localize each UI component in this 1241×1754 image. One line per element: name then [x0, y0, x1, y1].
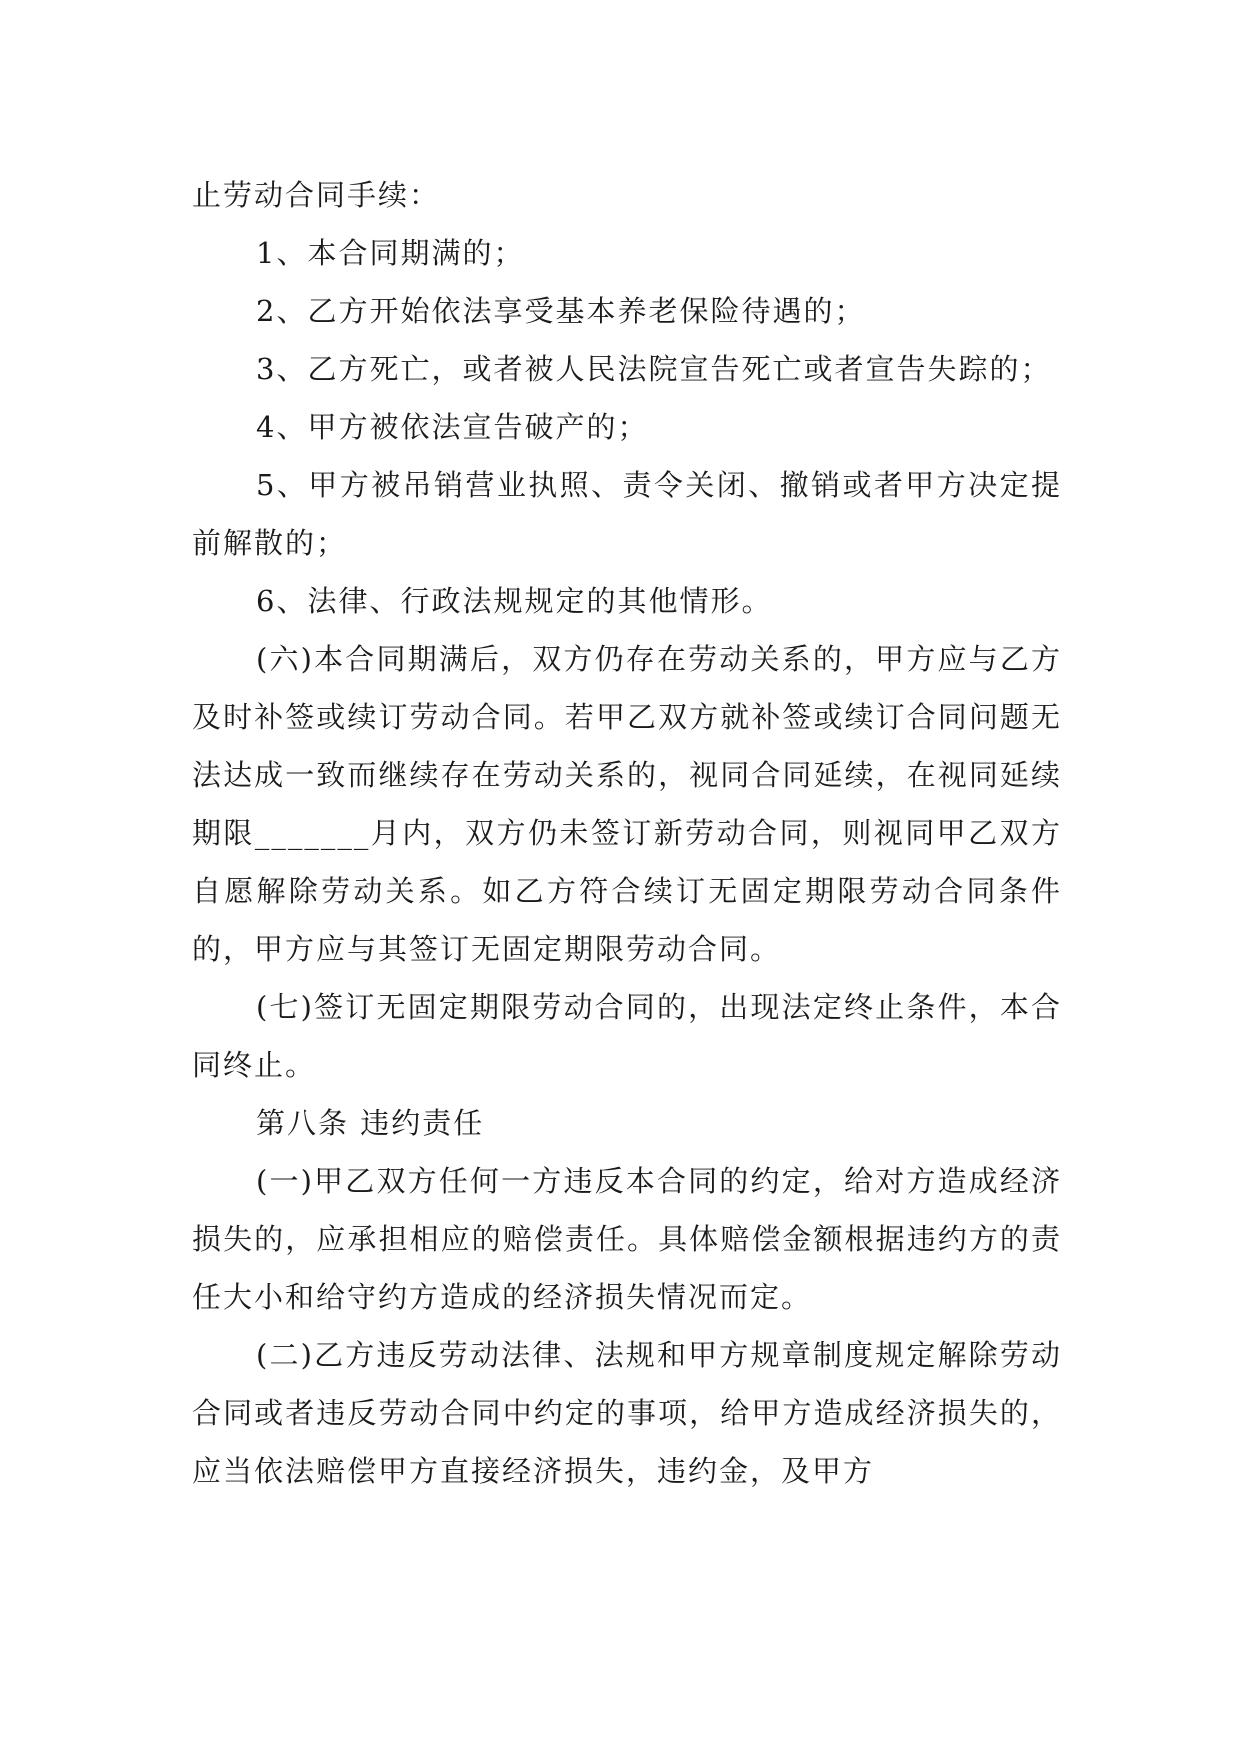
document-body [192, 166, 1062, 1500]
paragraph-termination-procedure: 止劳动合同手续： [192, 178, 441, 212]
clause-7-open-ended-contract: (七)签订无固定期限劳动合同的，出现法定终止条件，本合同终止。 [192, 990, 1062, 1082]
list-item-1: 1、本合同期满的； [256, 236, 525, 270]
list-item-4: 4、甲方被依法宣告破产的； [256, 410, 649, 444]
list-item-6: 6、法律、行政法规规定的其他情形。 [256, 584, 773, 618]
clause-6-contract-expiry: (六)本合同期满后，双方仍存在劳动关系的，甲方应与乙方及时补签或续订劳动合同。若甲乙双方就补签或续订合同问题无法达成一致而继续存在劳动关系的，视同合同延续，在视同延续期限_______月内，双方仍未签订新劳动合同，则视同甲乙双方自愿解除劳动关系。如乙方符合续订无固定期限劳动合同条件的，甲方应与其签订无固定期限劳动合同。 [192, 642, 1062, 966]
article-8-clause-2: (二)乙方违反劳动法律、法规和甲方规章制度规定解除劳动合同或者违反劳动合同中约定的事项，给甲方造成经济损失的，应当依法赔偿甲方直接经济损失，违约金，及甲方 [192, 1338, 1062, 1488]
article-8-clause-1: (一)甲乙双方任何一方违反本合同的约定，给对方造成经济损失的，应承担相应的赔偿责任。具体赔偿金额根据违约方的责任大小和给守约方造成的经济损失情况而定。 [192, 1164, 1062, 1314]
list-item-2: 2、乙方开始依法享受基本养老保险待遇的； [256, 294, 866, 328]
article-8-heading: 第八条 违约责任 [256, 1106, 485, 1140]
list-item-5: 5、甲方被吊销营业执照、责令关闭、撤销或者甲方决定提前解散的； [192, 468, 1062, 560]
list-item-3: 3、乙方死亡，或者被人民法院宣告死亡或者宣告失踪的； [256, 352, 1052, 386]
